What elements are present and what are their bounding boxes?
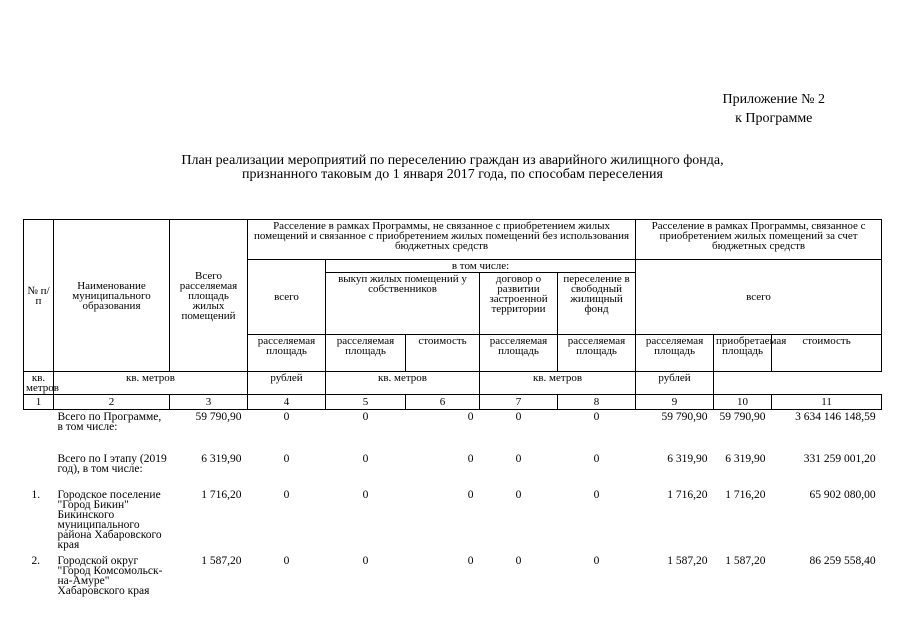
title-line-2: признанного таковым до 1 января 2017 года, по способам переселения: [242, 167, 663, 182]
header-group-a: Расселение в рамках Программы, не связанное с приобретением жилых помещений и связанное с приобретением жилых помещений без использования бюджетных средств: [248, 220, 636, 260]
unit-c3: кв. метров: [24, 372, 54, 395]
document-title: [0, 154, 905, 182]
row-index: 2.: [31, 554, 41, 567]
unit-c7-c8: кв. метров: [326, 372, 480, 395]
header-including: в том числе:: [326, 260, 636, 273]
header-total-area: Всего расселяемая площадь жилых помещений: [170, 220, 248, 372]
header-c8-area: расселяемая площадь: [558, 335, 636, 372]
row-c5: 0: [362, 452, 369, 465]
col-number: 5: [326, 395, 406, 410]
row-c10: 1 716,20: [725, 488, 766, 501]
appendix-program: к Программе: [735, 111, 813, 126]
unit-c11: рублей: [636, 372, 714, 395]
col-number: 9: [636, 395, 714, 410]
row-total-area: 1 587,20: [201, 554, 242, 567]
row-c6: 0: [467, 411, 474, 423]
unit-c4-c5: кв. метров: [54, 372, 248, 395]
header-all: всего: [248, 260, 326, 335]
header-c6-cost: стоимость: [406, 335, 480, 372]
header-c5-area: расселяемая площадь: [326, 335, 406, 372]
row-c9: 6 319,90: [667, 452, 708, 465]
row-c5: 0: [362, 411, 369, 423]
table-row: [24, 410, 882, 452]
table-header: [24, 220, 882, 410]
row-c7: 0: [515, 452, 522, 465]
row-c9: 59 790,90: [661, 411, 708, 423]
row-c10: 59 790,90: [719, 411, 766, 423]
row-c4: 0: [283, 452, 290, 465]
row-total-area: 1 716,20: [201, 488, 242, 501]
row-c7: 0: [515, 554, 522, 567]
header-relocation: переселение в свободный жилищный фонд: [558, 273, 636, 335]
row-c11: 65 902 080,00: [809, 488, 876, 501]
row-c7: 0: [515, 488, 522, 501]
unit-c9-c10: кв. метров: [480, 372, 636, 395]
row-c5: 0: [362, 488, 369, 501]
row-c6: 0: [467, 488, 474, 501]
header-c9-area: расселяемая площадь: [636, 335, 714, 372]
row-total-area: 6 319,90: [201, 452, 242, 465]
header-all-b: всего: [636, 260, 882, 335]
table-row: [24, 452, 882, 488]
table-row: [24, 554, 882, 602]
header-num: № п/п: [24, 220, 54, 372]
column-numbers-row: [24, 395, 882, 410]
row-c11: 86 259 558,40: [809, 554, 876, 567]
col-number: 1: [24, 395, 54, 410]
header-group-b: Расселение в рамках Программы, связанное с приобретением жилых помещений за счет бюджетных средств: [636, 220, 882, 260]
appendix-number: Приложение № 2: [722, 92, 825, 107]
row-name: Городской округ "Город Комсомольск-на-Амуре" Хабаровского края: [57, 554, 163, 597]
row-c9: 1 716,20: [667, 488, 708, 501]
row-c5: 0: [362, 554, 369, 567]
row-c7: 0: [515, 411, 522, 423]
row-c10: 1 587,20: [725, 554, 766, 567]
appendix-caption: [723, 90, 826, 128]
col-number: 11: [772, 395, 882, 410]
row-c8: 0: [593, 411, 600, 423]
title-line-1: План реализации мероприятий по переселению граждан из аварийного жилищного фонда,: [181, 153, 724, 168]
row-name: Городское поселение "Город Бикин" Бикинского муниципального района Хабаровского края: [57, 488, 162, 551]
col-number: 6: [406, 395, 480, 410]
row-c10: 6 319,90: [725, 452, 766, 465]
row-index: 1.: [31, 488, 41, 501]
header-buyout: выкуп жилых помещений у собственников: [326, 273, 480, 335]
row-c4: 0: [283, 554, 290, 567]
col-number: 7: [480, 395, 558, 410]
header-c7-area: расселяемая площадь: [480, 335, 558, 372]
row-c9: 1 587,20: [667, 554, 708, 567]
row-c6: 0: [467, 554, 474, 567]
col-number: 8: [558, 395, 636, 410]
row-total-area: 59 790,90: [195, 411, 242, 423]
resettlement-plan-table: [23, 219, 882, 602]
col-number: 3: [170, 395, 248, 410]
row-c6: 0: [467, 452, 474, 465]
row-c11: 3 634 146 148,59: [795, 411, 876, 423]
col-number: 4: [248, 395, 326, 410]
row-c4: 0: [283, 411, 290, 423]
row-c4: 0: [283, 488, 290, 501]
row-name: Всего по Программе, в том числе:: [57, 411, 162, 433]
col-number: 2: [54, 395, 170, 410]
unit-c6: рублей: [248, 372, 326, 395]
row-c8: 0: [593, 554, 600, 567]
header-c11-cost: стоимость: [772, 335, 882, 372]
header-contract: договор о развитии застроенной территории: [480, 273, 558, 335]
row-c8: 0: [593, 452, 600, 465]
row-index: [24, 452, 54, 488]
row-c8: 0: [593, 488, 600, 501]
row-c11: 331 259 001,20: [803, 452, 876, 465]
table-row: [24, 488, 882, 554]
header-c10-acquired: приобретаемая площадь: [714, 335, 772, 372]
row-index: [24, 410, 54, 452]
table-body: [24, 410, 882, 602]
col-number: 10: [714, 395, 772, 410]
header-name: Наименование муниципального образования: [54, 220, 170, 372]
row-name: Всего по I этапу (2019 год), в том числе:: [57, 452, 167, 475]
header-c4-area: расселяемая площадь: [248, 335, 326, 372]
